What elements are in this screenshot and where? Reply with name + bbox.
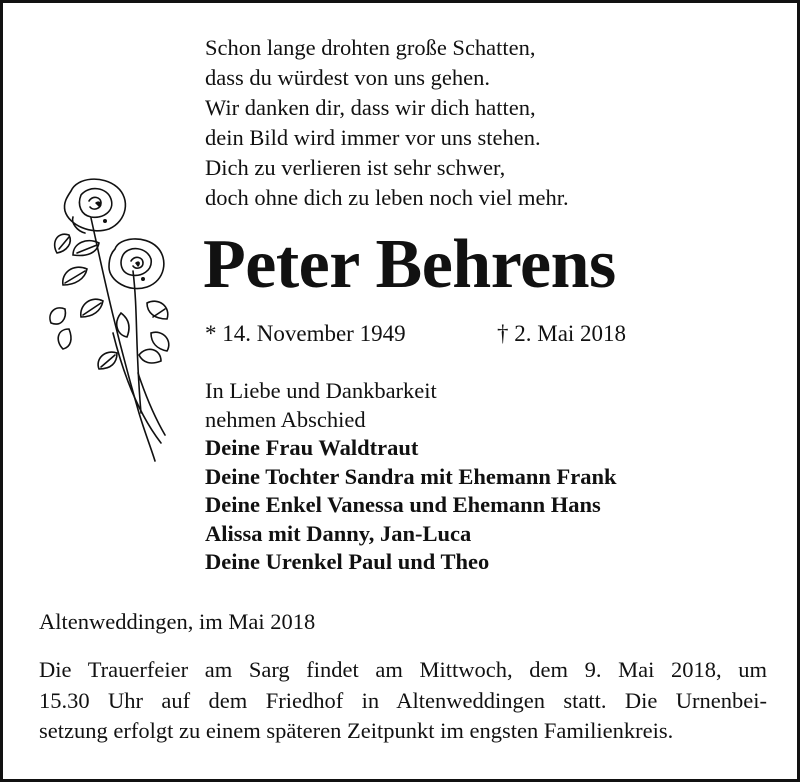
mourners-intro-line: nehmen Abschied xyxy=(205,406,366,432)
poem-line: Schon lange drohten große Schatten, xyxy=(205,35,536,60)
death-date: † 2. Mai 2018 xyxy=(497,321,627,346)
poem-line: dein Bild wird immer vor uns stehen. xyxy=(205,125,541,150)
mourner-entry: Deine Enkel Vanessa und Ehemann Hans xyxy=(205,492,601,517)
notice-line: Die Trauerfeier am Sarg findet am Mittwoch, dem 9. Mai 2018, um xyxy=(39,657,767,682)
poem-line: Dich zu verlieren ist sehr schwer, xyxy=(205,155,506,180)
birth-date: * 14. November 1949 xyxy=(205,321,406,346)
mourners-intro-line: In Liebe und Dankbarkeit xyxy=(205,378,437,403)
notice-line: setzung erfolgt zu einem späteren Zeitpunkt im engsten Familienkreis. xyxy=(39,718,674,743)
mourners-list xyxy=(205,377,617,577)
deceased-name: Peter Behrens xyxy=(203,226,616,303)
place-date: Altenweddingen, im Mai 2018 xyxy=(39,609,316,634)
poem-line: dass du würdest von uns gehen. xyxy=(205,65,490,90)
rose-icon xyxy=(43,173,183,468)
notice-line: 15.30 Uhr auf dem Friedhof in Altenweddingen statt. Die Urnenbei- xyxy=(39,687,767,713)
poem-line: doch ohne dich zu leben noch viel mehr. xyxy=(205,185,569,210)
mourner-entry: Alissa mit Danny, Jan-Luca xyxy=(205,520,472,546)
poem-line: Wir danken dir, dass wir dich hatten, xyxy=(205,95,536,120)
funeral-notice xyxy=(39,655,767,747)
mourner-entry: Deine Frau Waldtraut xyxy=(205,435,419,460)
mourner-entry: Deine Urenkel Paul und Theo xyxy=(205,549,490,574)
life-dates xyxy=(205,319,627,349)
mourner-entry: Deine Tochter Sandra mit Ehemann Frank xyxy=(205,463,617,489)
poem xyxy=(205,33,569,213)
